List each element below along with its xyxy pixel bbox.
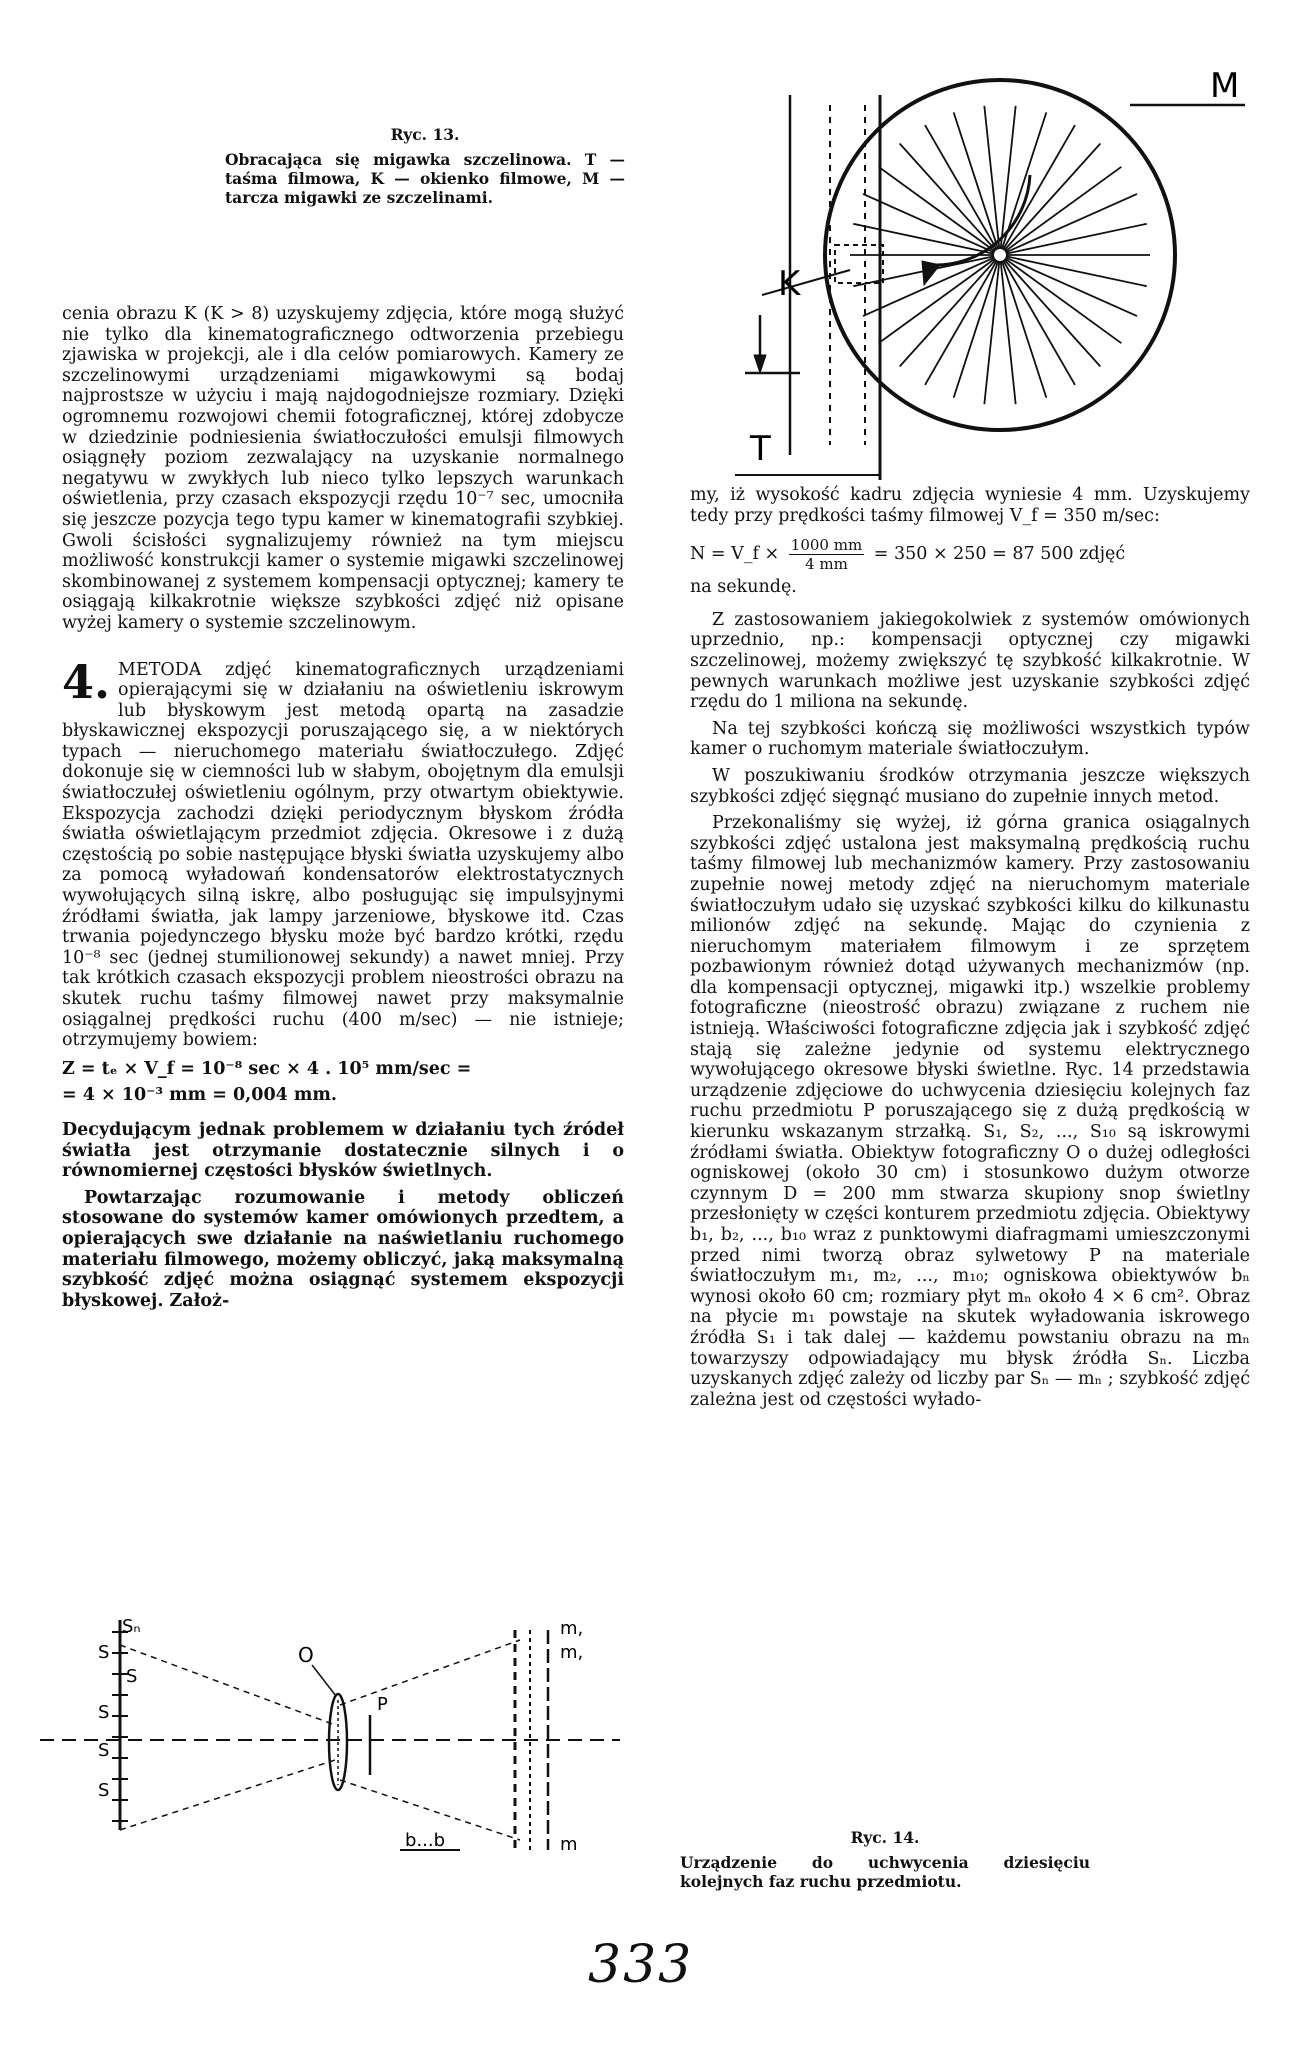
formula-z: Z = tₑ × V_f = 10⁻⁸ sec × 4 . 10⁵ mm/sec =: [62, 1058, 472, 1079]
shutter-spoke: [1003, 125, 1075, 250]
fig14-label-s-top: Sₙ: [122, 1616, 141, 1637]
fig13-label-m: M: [1210, 66, 1240, 106]
right-paragraph-5: Przekonaliśmy się wyżej, iż górna granica osiągalnych szybkości zdjęć ustalona jest maksymalną prędkością ruchu taśmy filmowej lub mechanizmów kamery. Przy zastosowaniu zupełnie nowej metody zdjęć na nieruchomym materiale światłoczułym udało się uzyskać szybkości kilku do kilkunastu milionów zdjęć na sekundę. Mając do czynienia z nieruchomym materiałem filmowym i ze sprzętem pozbawionym również dotąd używanych mechanizmów (np. dla kompensacji optycznej, migawki itp.) wszelkie problemy fotograficzne (nieostrość obrazu) związane z ruchem nie istnieją. Właściwości fotograficzne zdjęcia jak i szybkość zdjęć stają się zależne jedynie od systemu elektrycznego wywołującego okresowe błyski świetlne. Ryc. 14 przedstawia urządzenie zdjęciowe do uchwycenia dziesięciu kolejnych faz ruchu przedmiotu P poruszającego się z dużą prędkością w kierunku wskazanym strzałką. S₁, S₂, ..., S₁₀ są iskrowymi źródłami światła. Obiektyw fotograficzny O o dużej odległości ogniskowej (około 30 cm) i stosunkowo dużym otworze czynnym D = 200 mm stwarza skupiony snop świetlny przesłonięty w części konturem przedmiotu zdjęcia. Obiektywy b₁, b₂, ..., b₁₀ wraz z punktowymi diafragmami umieszczonymi przed nimi tworzą obraz sylwetowy P na materiale światłoczułym m₁, m₂, ..., m₁₀; ogniskowa obiektywów bₙ wynosi około 60 cm; rozmiary płyt mₙ około 4 × 6 cm². Obraz na płycie m₁ powstaje na skutek wyładowania iskrowego źródła S₁ i tak dalej — każdemu powstaniu obrazu na mₙ towarzyszy odpowiadający mu błysk źródła Sₙ. Liczba uzyskanych zdjęć zależy od liczby par Sₙ — mₙ ; szybkość zdjęć zależna jest od częstości wyłado-: [690, 813, 1250, 1410]
shutter-spoke: [925, 125, 997, 250]
fig14-title: Ryc. 14.: [850, 1828, 920, 1847]
fig14-label-s4: S: [98, 1740, 110, 1761]
formula-n-denominator: 4 mm: [805, 555, 848, 574]
fig14-label-o: O: [298, 1643, 314, 1667]
right-paragraph-2: Z zastosowaniem jakiegokolwiek z systemów omówionych uprzednio, np.: kompensacji optycznej czy migawki szczelinowej, możemy zwiększyć tę szybkość kilkakrotnie. W pewnych warunkach możliwe jest uzyskanie szybkości zdjęć rzędu do 1 miliona na sekundę.: [690, 609, 1250, 713]
fig14-label-m1: m,: [560, 1618, 584, 1639]
section-4-paragraph: [62, 654, 624, 1051]
fig13-caption-block: [215, 125, 635, 207]
section-4-text: METODA zdjęć kinematograficznych urządzeniami opierającymi się w działaniu na oświetleniu iskrowym lub błyskowym jest metodą opartą na zasadzie błyskawicznej ekspozycji poruszającego się, a w niektórych typach — nieruchomego materiału światłoczułego. Zdjęć dokonuje się w ciemności lub w słabym, obojętnym dla emulsji światłoczułej oświetleniu ogólnym, przy otwartym obiektywie. Ekspozycja zachodzi dzięki periodycznym błyskom źródła światła oświetlającym przedmiot zdjęcia. Okresowe i z dużą częstością po sobie następujące błyski światła uzyskujemy albo za pomocą wyładowań kondensatorów elektrostatycznych wywołujących silną iskrę, albo posługując się impulsyjnymi źródłami światła, jak lampy jarzeniowe, błyskowe itd. Czas trwania pojedynczego błysku może być bardzo krótki, rzędu 10⁻⁸ sec (jednej stumilionowej sekundy) a nawet mniej. Przy tak krótkich czasach ekspozycji problem nieostrości obrazu na skutek ruchu taśmy filmowej nawet przy maksymalnie osiągalnej prędkości ruchu (400 m/sec) — nie istnieje; otrzymujemy bowiem:: [62, 659, 624, 1051]
formula-n-rhs: = 350 × 250 = 87 500 zdjęć: [873, 544, 1126, 565]
fig14-label-p: P: [377, 1694, 388, 1715]
fig14-label-s2: S: [126, 1666, 138, 1687]
formula-z-result: = 4 × 10⁻³ mm = 0,004 mm.: [62, 1085, 338, 1106]
fig13-label-t: T: [750, 429, 771, 469]
fig13-shutter-diagram: [690, 55, 1280, 495]
fig14-apparatus-diagram: [40, 1610, 620, 1870]
shutter-spoke: [1006, 224, 1147, 254]
formula-n: [690, 536, 1250, 573]
shutter-spoke: [925, 260, 997, 385]
left-paragraph-1: cenia obrazu K (K > 8) uzyskujemy zdjęcia, które mogą służyć nie tylko dla kinematograficznego odtworzenia przebiegu zjawiska w projekcji, ale i dla celów pomiarowych. Kamery ze szczelinowymi urządzeniami migawkowymi są bodaj najprostsze w użyciu i mają najdogodniejsze rozmiary. Dzięki ogromnemu rozwojowi chemii fotograficznej, której zdobycze w dziedzinie podniesienia światłoczułości emulsji filmowych osiągnęły poziom zezwalający na uzyskanie normalnego negatywu w zwykłych lub nieco tylko lepszych warunkach oświetlenia, przy czasach ekspozycji rzędu 10⁻⁷ sec, umocniła się jeszcze pozycja tego typu kamer w kinematografii szybkiej. Gwoli ścisłości sygnalizujemy również na tym miejscu możliwość konstrukcji kamer o systemie migawki szczelinowej skombinowanej z systemem kompensacji optycznej; kamery te osiągają kilkakrotnie większe szybkości zdjęć niż opisane wyżej kamery o systemie szczelinowym.: [62, 304, 624, 633]
formula-n-lhs: N = V_f ×: [690, 544, 780, 565]
formula-n-numerator: 1000 mm: [790, 536, 863, 555]
fig14-label-s3: S: [98, 1702, 110, 1723]
shutter-spoke: [853, 224, 994, 254]
fig14-caption-block: [680, 1828, 1090, 1891]
page-number: 333: [588, 1935, 694, 1995]
formula-n-tail: na sekundę.: [690, 577, 797, 598]
fig13-label-k: K: [778, 264, 801, 304]
right-column: [690, 485, 1250, 1410]
shutter-spoke: [1006, 256, 1147, 286]
fig13-caption: Obracająca się migawka szczelinowa. T — taśma filmowa, K — okienko filmowe, M — tarcza migawki ze szczelinami.: [225, 150, 625, 207]
fig14-label-b: b...b: [405, 1830, 446, 1851]
right-paragraph-3: Na tej szybkości kończą się możliwości wszystkich typów kamer o ruchomym materiale światłoczułym.: [690, 718, 1250, 760]
fig14-label-mn: m: [560, 1834, 578, 1855]
right-paragraph-4: W poszukiwaniu środków otrzymania jeszcze większych szybkości zdjęć sięgnąć musiano do zupełnie innych metod.: [690, 765, 1250, 807]
left-paragraph-3: Decydującym jednak problemem w działaniu tych źródeł światła jest otrzymanie dostatecznie silnych i o równomiernej częstości błysków świetlnych.: [62, 1119, 624, 1182]
left-paragraph-4: Powtarzając rozumowanie i metody obliczeń stosowane do systemów kamer omówionych przedtem, a opierających swe działanie na naświetlaniu ruchomego materiału filmowego, możemy obliczyć, jaką maksymalną szybkość zdjęć można osiągnąć systemem ekspozycji błyskowej. Założ-: [62, 1187, 624, 1311]
fig14-label-s5: S: [98, 1780, 110, 1801]
section-number: 4.: [62, 654, 111, 709]
fig14-label-m2: m,: [560, 1642, 584, 1663]
right-paragraph-1: my, iż wysokość kadru zdjęcia wyniesie 4 mm. Uzyskujemy tedy przy prędkości taśmy filmowej V_f = 350 m/sec:: [690, 485, 1250, 526]
fig14-label-s1: S: [98, 1642, 110, 1663]
left-column: [62, 304, 624, 1311]
fig14-caption: Urządzenie do uchwycenia dziesięciu kolejnych faz ruchu przedmiotu.: [680, 1853, 1090, 1891]
formula-n-fraction: [789, 536, 864, 573]
shutter-spoke: [1003, 260, 1075, 385]
fig13-title: Ryc. 13.: [390, 125, 460, 144]
